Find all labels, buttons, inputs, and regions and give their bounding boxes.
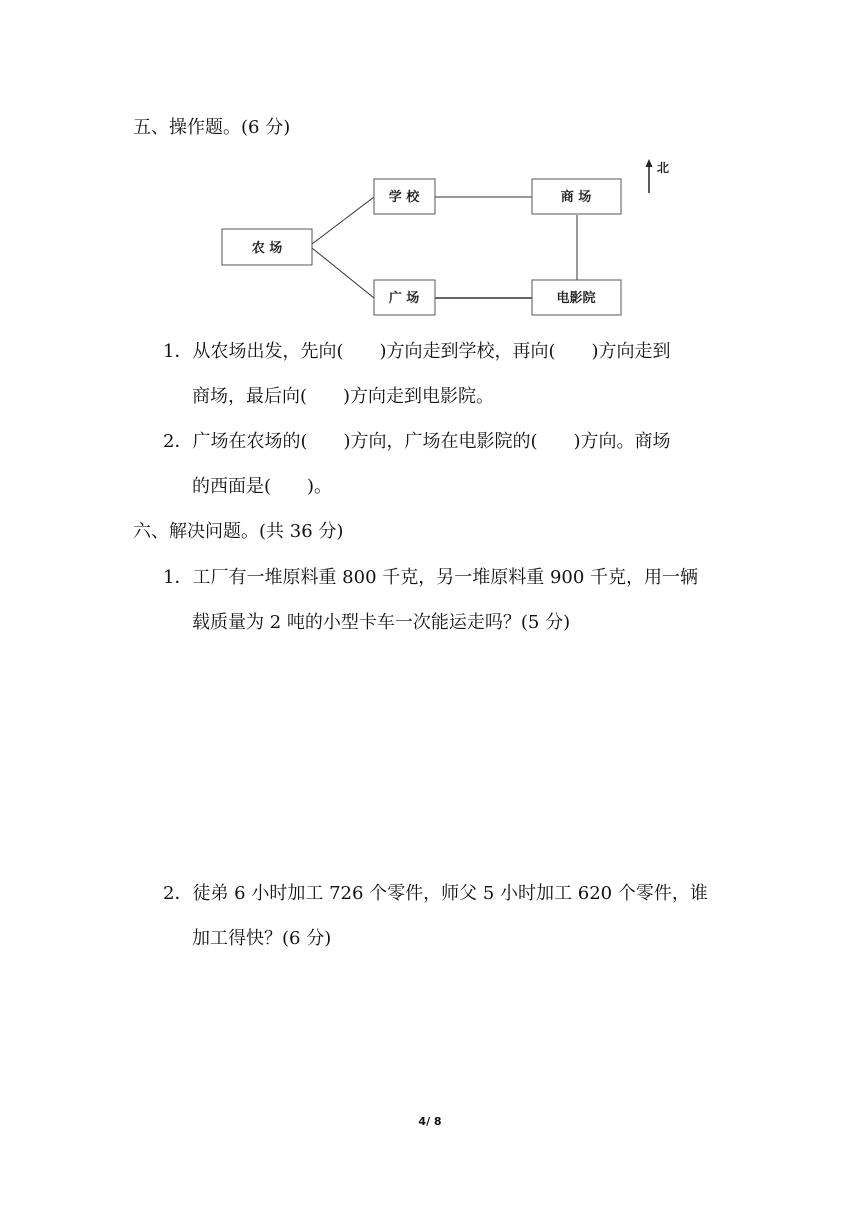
node-farm <box>222 229 312 265</box>
section-5-heading: 五、操作题。(6 分) <box>133 117 291 138</box>
page-number: 4/ 8 <box>418 1115 442 1128</box>
section-6-heading: 六、解决问题。(共 36 分) <box>133 521 344 542</box>
node-cinema <box>532 280 621 315</box>
node-square-label: 广 场 <box>388 291 420 306</box>
node-cinema-label: 电影院 <box>556 291 596 306</box>
s6-q1-line2: 载质量为 2 吨的小型卡车一次能运走吗？(5 分) <box>192 612 571 633</box>
north-arrow-icon <box>646 159 670 193</box>
connector-farm-square <box>312 248 374 298</box>
connector-farm-school <box>312 197 374 244</box>
node-mall-label: 商 场 <box>560 190 592 205</box>
node-square <box>374 280 435 315</box>
s6-q2-line1: 2．徒弟 6 小时加工 726 个零件，师父 5 小时加工 620 个零件，谁 <box>163 883 708 904</box>
s5-q2-line2: 的西面是( )。 <box>192 476 333 497</box>
s6-q2-line2: 加工得快？(6 分) <box>192 928 332 949</box>
node-mall <box>532 179 621 214</box>
s6-q1-line1: 1．工厂有一堆原料重 800 千克，另一堆原料重 900 千克，用一辆 <box>163 567 699 588</box>
s5-q1-line2: 商场，最后向( )方向走到电影院。 <box>192 386 495 407</box>
s5-q2-line1: 2．广场在农场的( )方向，广场在电影院的( )方向。商场 <box>163 431 671 452</box>
s5-q1-line1: 1．从农场出发，先向( )方向走到学校，再向( )方向走到 <box>163 341 671 362</box>
node-school <box>374 179 435 214</box>
north-label: 北 <box>657 161 670 175</box>
node-farm-label: 农 场 <box>251 241 283 256</box>
node-school-label: 学 校 <box>388 190 420 205</box>
